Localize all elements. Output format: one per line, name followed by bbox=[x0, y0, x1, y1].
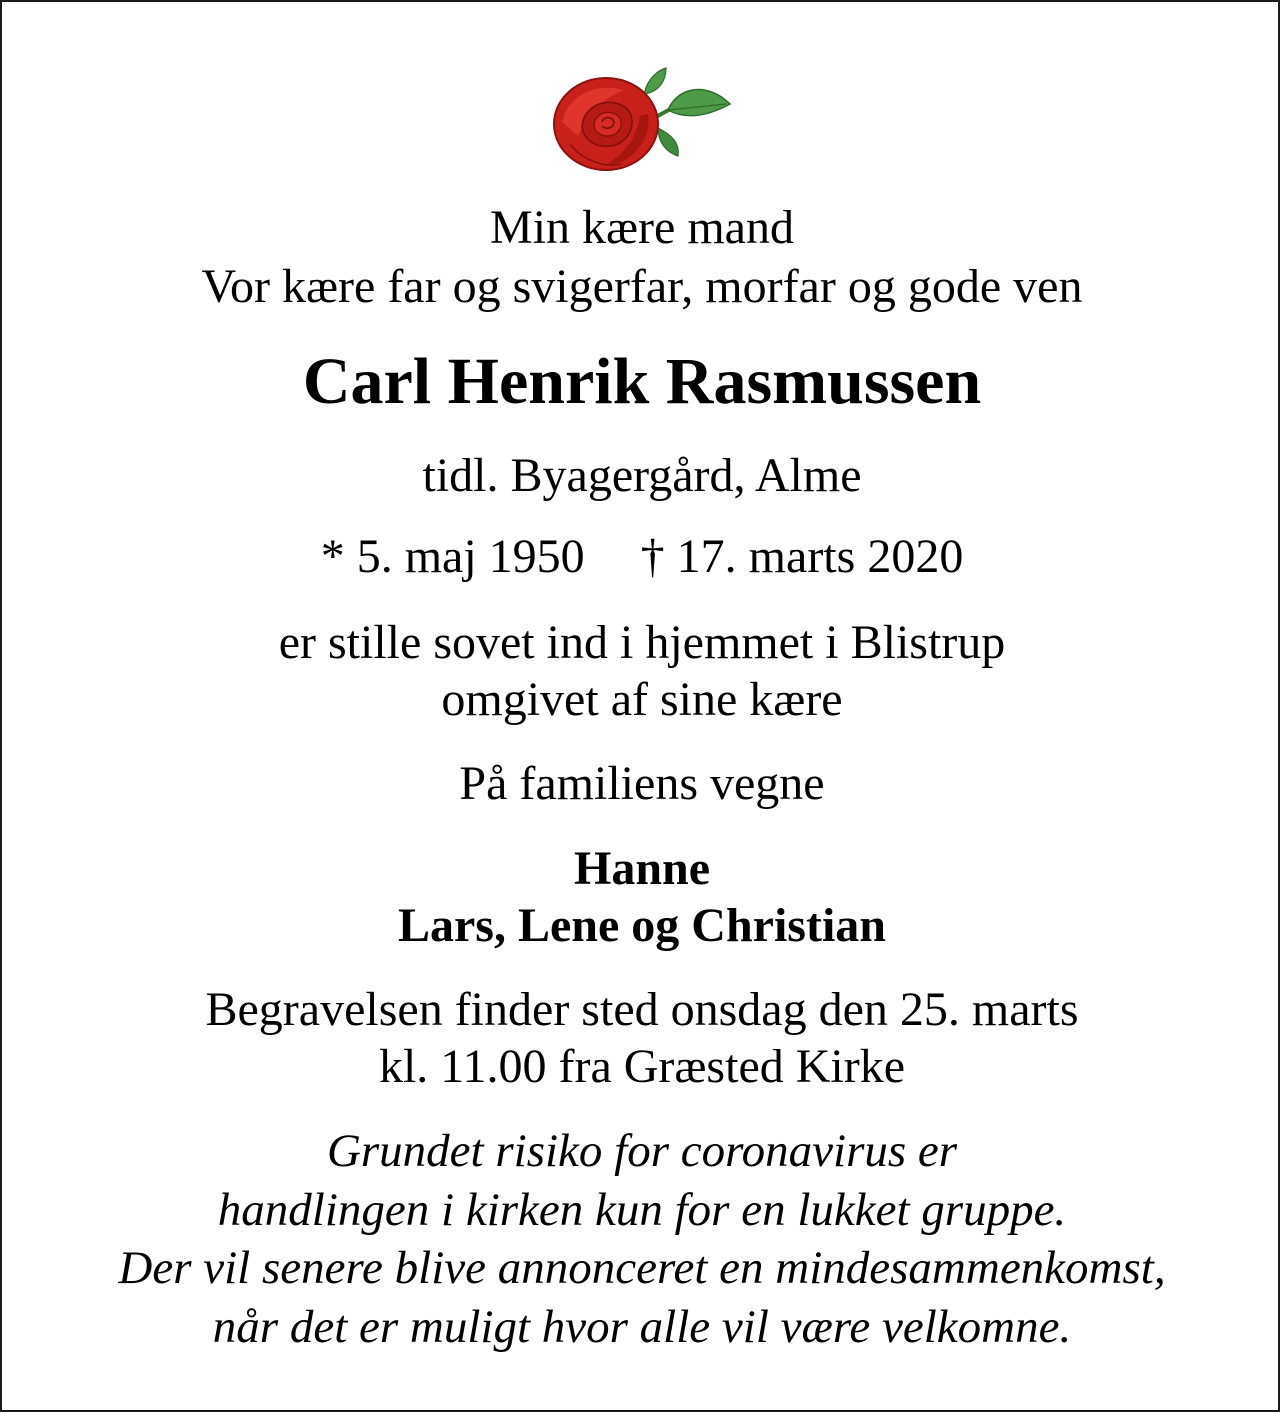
note-line-1: Grundet risiko for coronavirus er bbox=[326, 1125, 958, 1177]
birth-date: * 5. maj 1950 bbox=[320, 530, 585, 583]
life-dates bbox=[2, 530, 1280, 583]
note-line-3: Der vil senere blive annonceret en mindesammenkomst, bbox=[118, 1242, 1166, 1294]
funeral-line-2: kl. 11.00 fra Græsted Kirke bbox=[378, 1040, 906, 1093]
message-line-1: er stille sovet ind i hjemmet i Blistrup bbox=[278, 616, 1006, 669]
note-line-2: handlingen i kirken kun for en lukket gruppe. bbox=[217, 1184, 1067, 1236]
rose-icon bbox=[548, 64, 734, 174]
residence: tidl. Byagergård, Alme bbox=[422, 449, 862, 502]
deceased-name: Carl Henrik Rasmussen bbox=[302, 345, 982, 418]
death-date: † 17. marts 2020 bbox=[640, 530, 964, 583]
signer-line-2: Lars, Lene og Christian bbox=[397, 899, 886, 952]
signer-line-1: Hanne bbox=[573, 842, 711, 895]
funeral-line-1: Begravelsen finder sted onsdag den 25. marts bbox=[205, 983, 1079, 1036]
message-line-2: omgivet af sine kære bbox=[441, 673, 843, 726]
note-line-4: når det er muligt hvor alle vil være velkomne. bbox=[212, 1301, 1072, 1353]
intro-line-1: Min kære mand bbox=[490, 201, 794, 254]
on-behalf-line: På familiens vegne bbox=[459, 757, 825, 810]
intro-line-2: Vor kære far og svigerfar, morfar og gode ven bbox=[201, 260, 1083, 313]
